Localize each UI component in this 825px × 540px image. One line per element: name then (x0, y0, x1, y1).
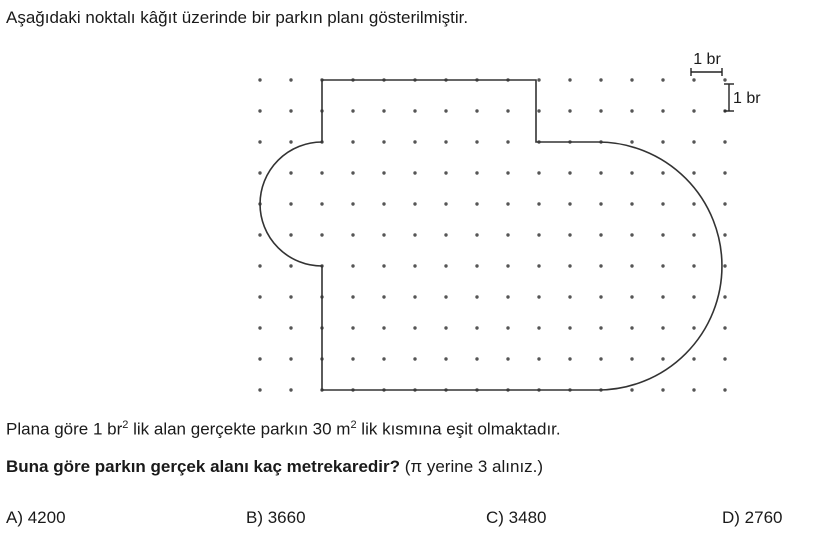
grid-dot (289, 78, 292, 81)
grid-dot (723, 78, 726, 81)
grid-dot (723, 264, 726, 267)
grid-dot (537, 202, 540, 205)
plan-note-part2: lik alan gerçekte parkın 30 m (128, 419, 351, 439)
grid-dot (599, 78, 602, 81)
grid-dot (599, 233, 602, 236)
grid-dot (475, 233, 478, 236)
option-b[interactable]: B) 3660 (246, 508, 306, 527)
grid-dot (630, 140, 633, 143)
grid-dot (661, 388, 664, 391)
grid-dot (351, 202, 354, 205)
grid-dot (537, 109, 540, 112)
grid-dot (444, 109, 447, 112)
grid-dot (382, 264, 385, 267)
grid-dot (506, 202, 509, 205)
grid-dot (382, 171, 385, 174)
grid-dot (258, 171, 261, 174)
grid-dot (661, 140, 664, 143)
grid-dot (506, 264, 509, 267)
grid-dot (661, 357, 664, 360)
grid-dot (320, 171, 323, 174)
grid-dot (258, 78, 261, 81)
grid-dot (382, 295, 385, 298)
question (6, 457, 543, 477)
grid-dot (568, 326, 571, 329)
grid-dot (630, 357, 633, 360)
grid-dot (661, 233, 664, 236)
grid-dot (692, 388, 695, 391)
grid-dot (692, 109, 695, 112)
grid-dot (289, 264, 292, 267)
grid-dot (258, 109, 261, 112)
grid-dot (568, 202, 571, 205)
grid-dot (723, 357, 726, 360)
grid-dot (289, 109, 292, 112)
grid-dot (537, 326, 540, 329)
grid-dot (444, 233, 447, 236)
grid-dot (506, 140, 509, 143)
grid-dot (661, 264, 664, 267)
grid-dot (475, 357, 478, 360)
grid-dot (289, 357, 292, 360)
plan-note-sup2: 2 (350, 419, 357, 431)
grid-dot (568, 233, 571, 236)
grid-dot (568, 109, 571, 112)
grid-dot (537, 295, 540, 298)
grid-dot (258, 140, 261, 143)
grid-dot (289, 388, 292, 391)
grid-dot (692, 357, 695, 360)
grid-dot (692, 326, 695, 329)
grid-dot (661, 326, 664, 329)
grid-dot (351, 357, 354, 360)
grid-dot (413, 202, 416, 205)
grid-dot (630, 326, 633, 329)
grid-dot (289, 326, 292, 329)
grid-dot (351, 295, 354, 298)
grid-dot (630, 233, 633, 236)
grid-dot (568, 357, 571, 360)
grid-dot (506, 171, 509, 174)
grid-dot (475, 202, 478, 205)
grid-dot (289, 140, 292, 143)
grid-dot (661, 78, 664, 81)
question-bold: Buna göre parkın gerçek alanı kaç metrekaredir? (6, 457, 401, 476)
grid-dot (258, 233, 261, 236)
scale-vertical-label: 1 br (733, 90, 761, 107)
grid-dot (568, 78, 571, 81)
grid-dot (475, 140, 478, 143)
grid-dot (351, 264, 354, 267)
grid-dot (289, 233, 292, 236)
grid-dot (320, 233, 323, 236)
grid-dot (258, 326, 261, 329)
grid-dot (320, 202, 323, 205)
grid-dot (289, 202, 292, 205)
grid-dot (723, 202, 726, 205)
question-note: (π yerine 3 alınız.) (400, 457, 544, 476)
grid-dot (506, 357, 509, 360)
plan-note-part3: lik kısmına eşit olmaktadır. (356, 419, 561, 439)
grid-dot (258, 388, 261, 391)
grid-dot (351, 233, 354, 236)
grid-dot (351, 140, 354, 143)
grid-dot (599, 202, 602, 205)
grid-dot (537, 171, 540, 174)
grid-dot (351, 171, 354, 174)
grid-dot (630, 109, 633, 112)
grid-dot (599, 326, 602, 329)
grid-dot (568, 171, 571, 174)
grid-dot (413, 264, 416, 267)
grid-dot (692, 264, 695, 267)
dot-grid (258, 78, 726, 391)
grid-dot (630, 171, 633, 174)
grid-dot (413, 233, 416, 236)
grid-dot (413, 357, 416, 360)
grid-dot (599, 295, 602, 298)
grid-dot (413, 109, 416, 112)
option-a[interactable]: A) 4200 (6, 508, 66, 527)
grid-dot (413, 295, 416, 298)
grid-dot (723, 295, 726, 298)
grid-dot (661, 109, 664, 112)
grid-dot (444, 357, 447, 360)
grid-dot (692, 140, 695, 143)
grid-dot (723, 388, 726, 391)
grid-dot (661, 171, 664, 174)
grid-dot (630, 202, 633, 205)
grid-dot (351, 109, 354, 112)
grid-dot (506, 295, 509, 298)
grid-dot (537, 78, 540, 81)
grid-dot (444, 326, 447, 329)
grid-dot (258, 357, 261, 360)
plan-note (6, 419, 561, 440)
grid-dot (475, 295, 478, 298)
grid-dot (413, 171, 416, 174)
grid-dot (258, 264, 261, 267)
grid-dot (444, 264, 447, 267)
grid-dot (692, 171, 695, 174)
grid-dot (382, 109, 385, 112)
grid-dot (599, 357, 602, 360)
grid-dot (382, 233, 385, 236)
grid-dot (382, 140, 385, 143)
grid-dot (289, 295, 292, 298)
grid-dot (630, 264, 633, 267)
grid-dot (568, 264, 571, 267)
grid-dot (413, 140, 416, 143)
grid-dot (723, 233, 726, 236)
park-outline (260, 80, 722, 390)
grid-dot (382, 202, 385, 205)
grid-dot (692, 202, 695, 205)
grid-dot (661, 295, 664, 298)
grid-dot (382, 357, 385, 360)
grid-dot (506, 326, 509, 329)
grid-dot (444, 140, 447, 143)
grid-dot (475, 109, 478, 112)
grid-dot (506, 109, 509, 112)
grid-dot (599, 109, 602, 112)
grid-dot (692, 78, 695, 81)
grid-dot (568, 295, 571, 298)
grid-dot (630, 78, 633, 81)
plan-note-sup1: 2 (122, 419, 129, 431)
grid-dot (599, 171, 602, 174)
grid-dot (692, 295, 695, 298)
grid-dot (537, 357, 540, 360)
grid-dot (723, 140, 726, 143)
grid-dot (537, 233, 540, 236)
grid-dot (475, 264, 478, 267)
grid-dot (661, 202, 664, 205)
plan-note-part1: Plana göre 1 br (6, 419, 123, 439)
grid-dot (475, 171, 478, 174)
grid-dot (723, 326, 726, 329)
grid-dot (630, 295, 633, 298)
grid-dot (537, 264, 540, 267)
grid-dot (506, 233, 509, 236)
scale-horizontal (691, 68, 722, 76)
grid-dot (258, 295, 261, 298)
grid-dot (599, 264, 602, 267)
grid-dot (444, 202, 447, 205)
grid-dot (444, 295, 447, 298)
intro-text: Aşağıdaki noktalı kâğıt üzerinde bir parkın planı gösterilmiştir. (6, 8, 469, 27)
option-d[interactable]: D) 2760 (722, 508, 783, 527)
scale-horizontal-label: 1 br (693, 51, 721, 68)
grid-dot (630, 388, 633, 391)
grid-dot (382, 326, 385, 329)
grid-dot (475, 326, 478, 329)
grid-dot (444, 171, 447, 174)
grid-dot (692, 233, 695, 236)
grid-dot (723, 171, 726, 174)
grid-dot (351, 326, 354, 329)
grid-dot (289, 171, 292, 174)
option-c[interactable]: C) 3480 (486, 508, 547, 527)
grid-dot (413, 326, 416, 329)
